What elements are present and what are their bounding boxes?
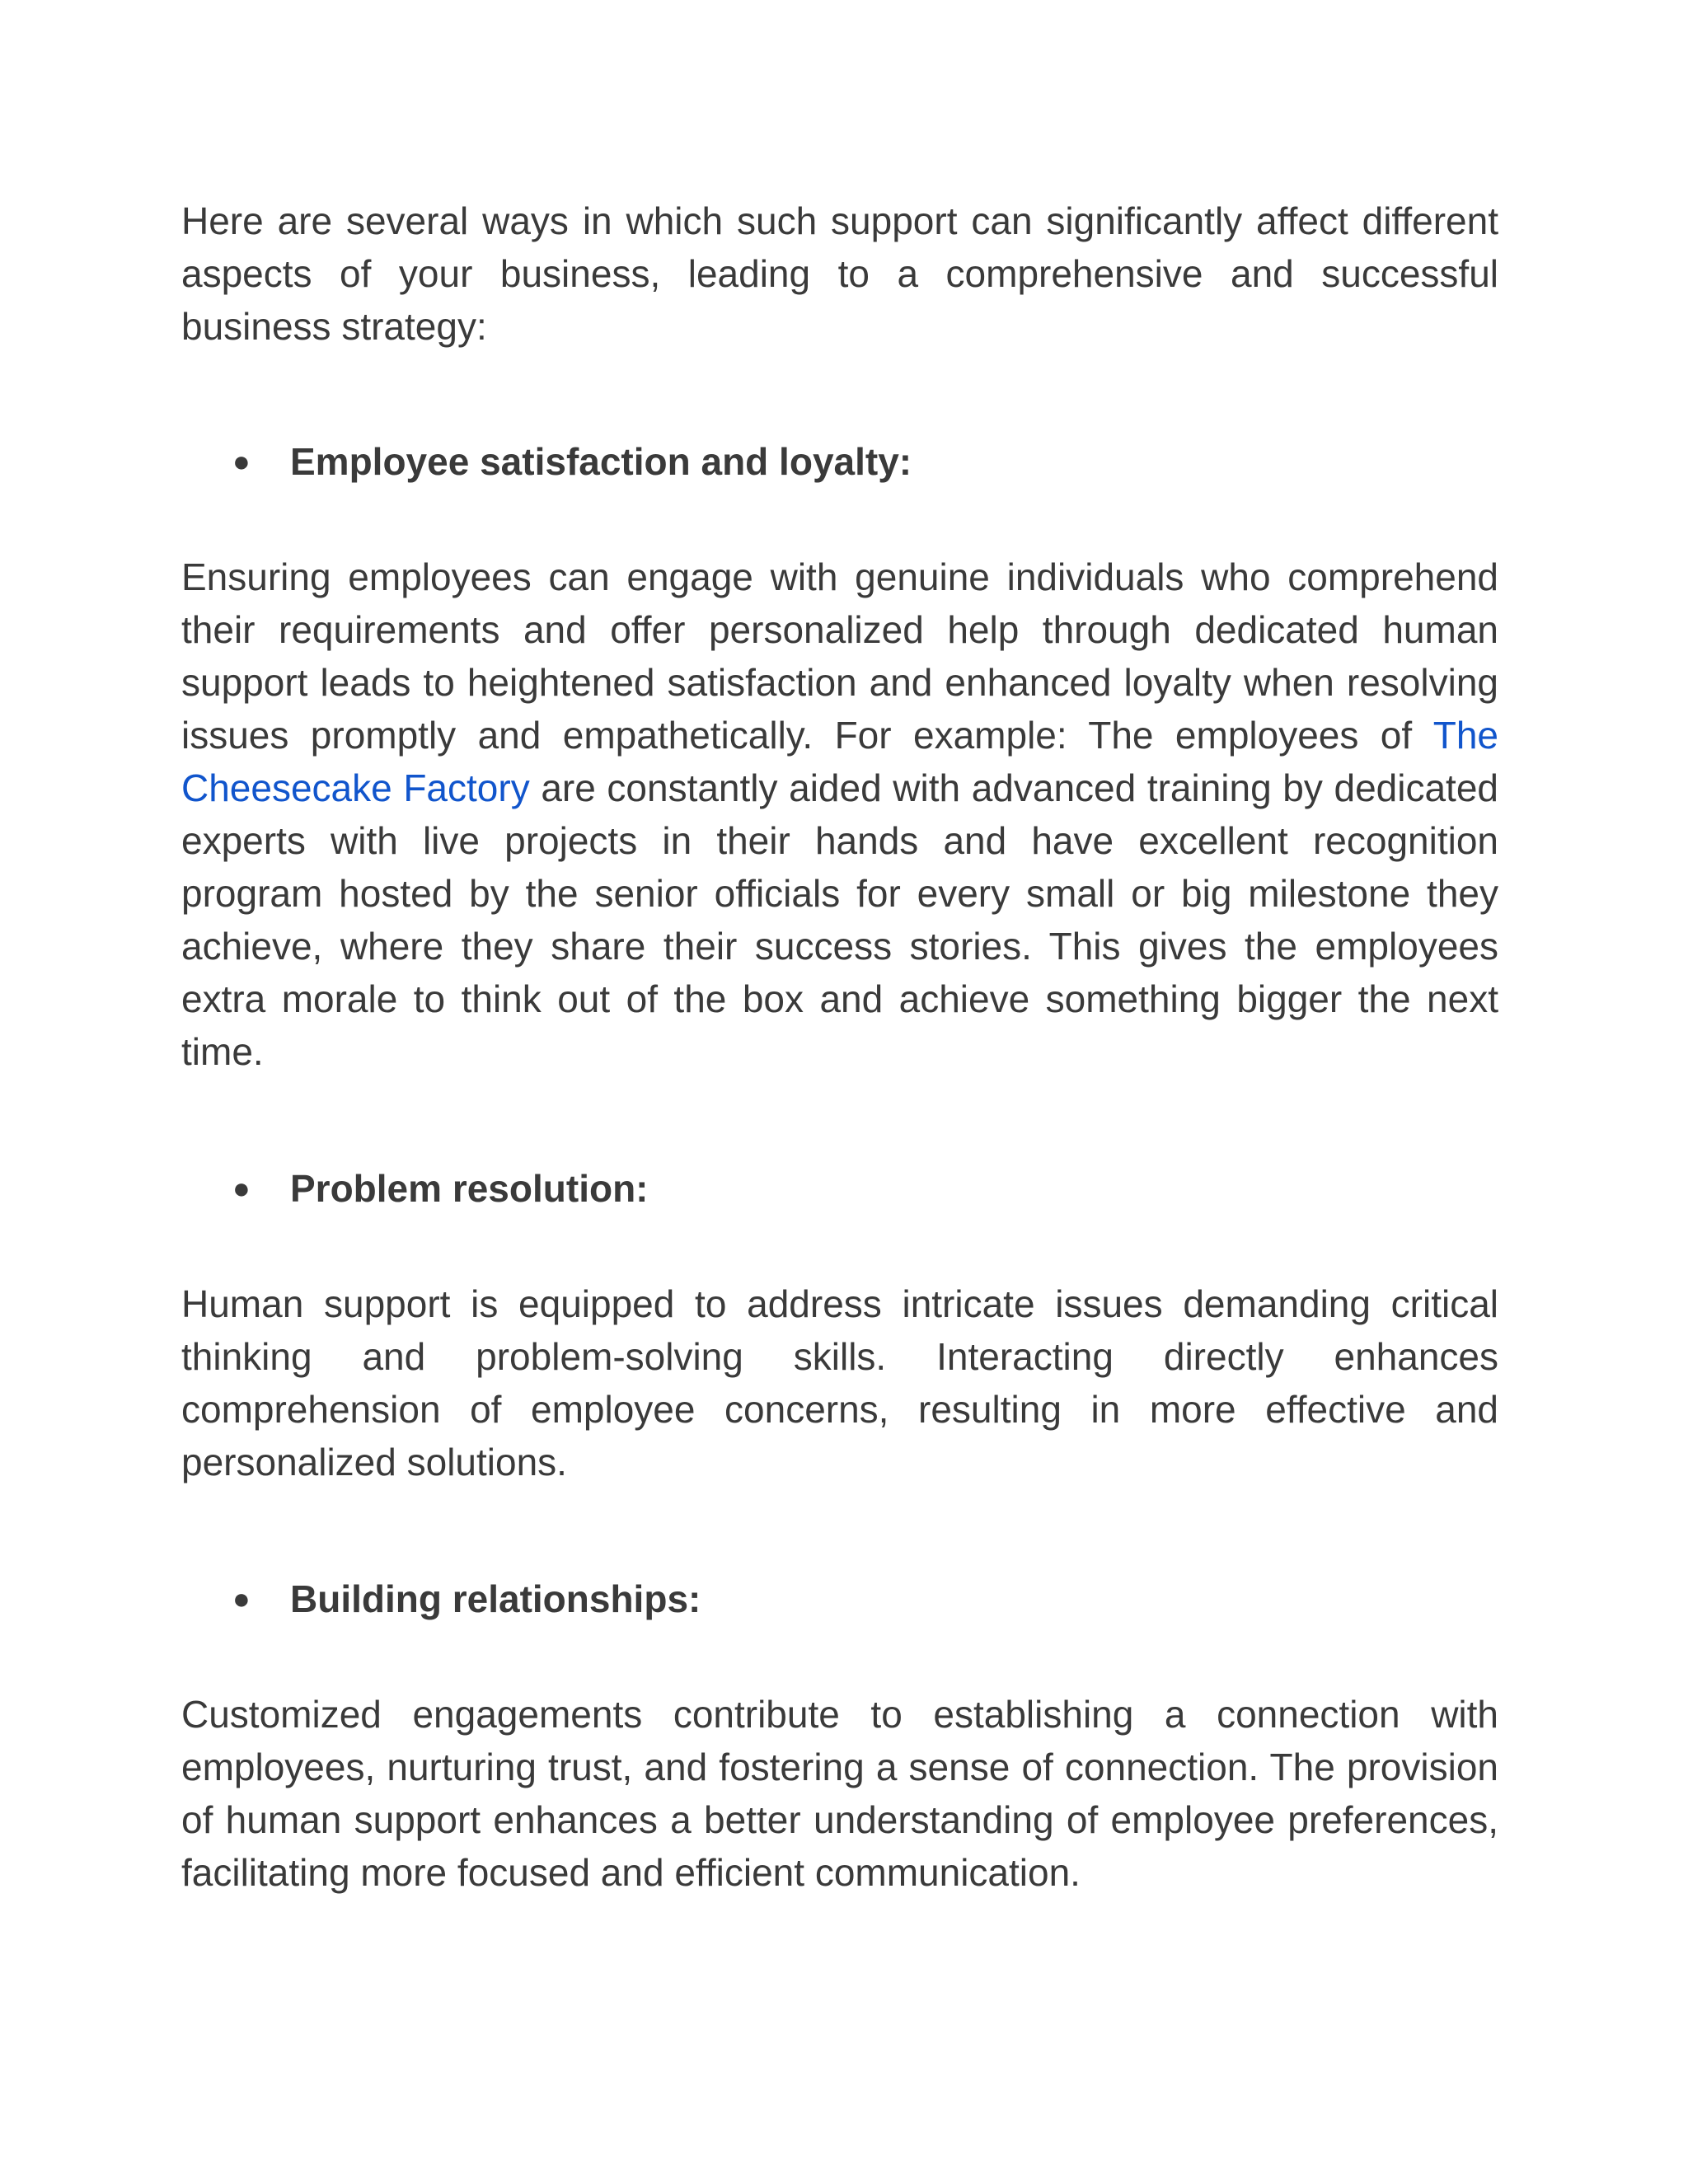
bullet-icon: ● <box>232 444 251 478</box>
spacer <box>181 1488 1498 1572</box>
document-page <box>181 194 1498 1899</box>
section-heading-employee-satisfaction <box>181 435 1498 488</box>
paragraph-text: Ensuring employees can engage with genuine individuals who comprehend their requirements and offer personalized help through dedicated human support leads to heightened satisfaction and enhanced loyalty when resolving issues promptly and empathetically. For example: The employees of <box>181 555 1498 757</box>
problem-resolution-paragraph: Human support is equipped to address intricate issues demanding critical thinking and problem-solving skills. Interacting directly enhances comprehension of employee concerns, resulting in more effective and personalized solutions. <box>181 1282 1498 1483</box>
bullet-icon: ● <box>232 1171 251 1205</box>
employee-satisfaction-paragraph <box>181 551 1498 1078</box>
spacer <box>181 1078 1498 1162</box>
spacer <box>181 1625 1498 1688</box>
building-relationships-paragraph: Customized engagements contribute to establishing a connection with employees, nurturing trust, and fostering a sense of connection. The provision of human support enhances a better understanding of employee preferences, facilitating more focused and efficient communication. <box>181 1693 1498 1894</box>
paragraph-text: are constantly aided with advanced training by dedicated experts with live projects in their hands and have excellent recognition program hosted by the senior officials for every small or big milestone they achieve, where they share their success stories. This gives the employees extra morale to think out of the box and achieve something bigger the next time. <box>181 766 1498 1073</box>
spacer <box>181 488 1498 551</box>
section-heading-building-relationships <box>181 1572 1498 1625</box>
bullet-icon: ● <box>232 1582 251 1615</box>
spacer <box>181 353 1498 435</box>
heading-text: Employee satisfaction and loyalty: <box>290 440 912 483</box>
section-heading-problem-resolution <box>181 1162 1498 1215</box>
spacer <box>181 1215 1498 1277</box>
heading-text: Building relationships: <box>290 1577 701 1620</box>
intro-paragraph: Here are several ways in which such support can significantly affect different aspects of your business, leading to a comprehensive and successful business strategy: <box>181 199 1498 348</box>
heading-text: Problem resolution: <box>290 1167 649 1210</box>
cheesecake-factory-link[interactable]: The Cheesecake Factory <box>181 714 1498 809</box>
